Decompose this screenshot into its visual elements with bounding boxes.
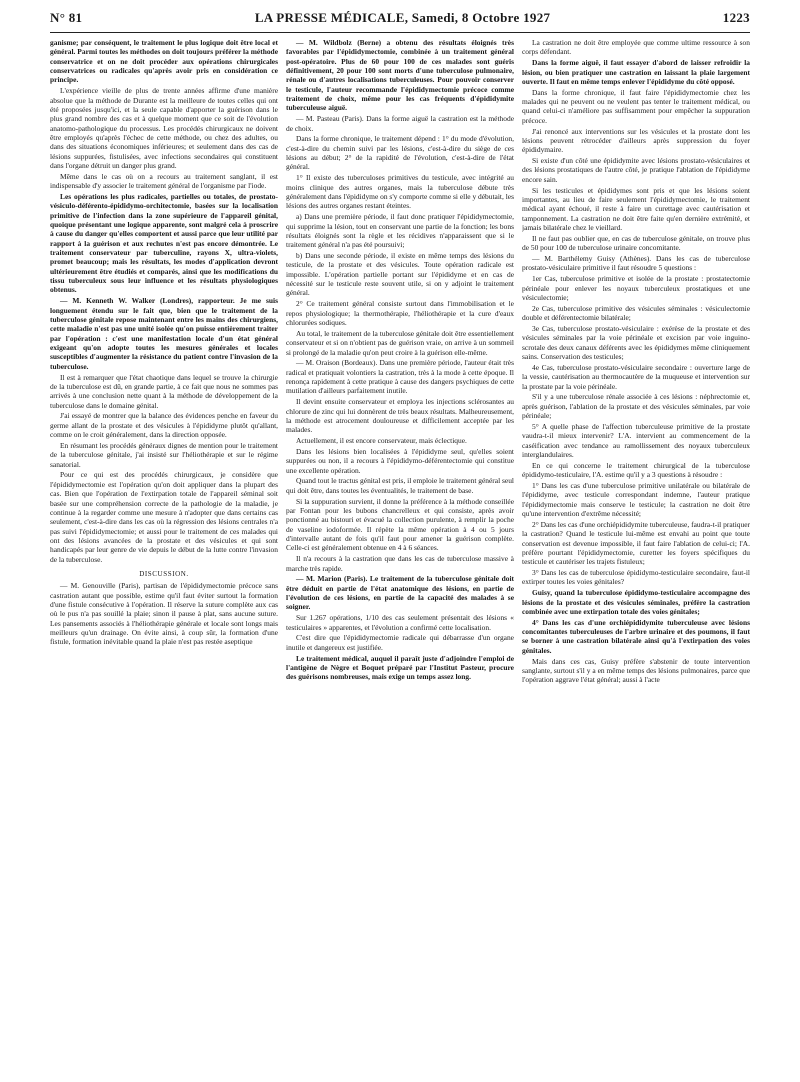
paragraph: Pour ce qui est des procédés chirurgicaux, je considère que l'épididymectomie est l'opération qu'on doit appliquer dans la plupart des cas. Bien que l'opération de l'extirpation totale de l'appareil séminal soit basée sur une compréhension correcte de la pathologie de la maladie, je continue à la regarder comme une mesure à n'adopter que dans certains cas seulement, c'est-à-dire dans les cas où la régression des lésions centrales n'a pas suivi l'épididymectomie; et aussi pour le traitement de ces malades qui ont des lésions avancées de la prostate et des vésicules et qui sont handicapés par leur genre de vie depuis le début de la lutte contre l'invasion de la tuberculose. xyxy=(50,470,278,564)
paragraph: a) Dans une première période, il faut donc pratiquer l'épididymectomie, qui supprime la lésion, tout en conservant une partie de la fonction; les bons résultats éloignés sont la règle et les récidives n'apparaissent que si le traitement général n'a pas été poursuivi; xyxy=(286,212,514,250)
paragraph: Il est à remarquer que l'état chaotique dans lequel se trouve la chirurgie de la tuberculose est dû, en grande partie, à ce fait que nous ne sommes pas arrivés à une conclusion nette quant à la méthode de développement de la tuberculose dans le domaine génital. xyxy=(50,372,278,410)
paragraph: Si la suppuration survient, il donne la préférence à la méthode conseillée par Fontan pour les bubons chancrelleux et qui consiste, après avoir ponctionné au bistouri et évacué la collection purulente, à remplir la poche de vaseline iodoformée. Il répète la même opération à 4 ou 5 jours d'intervalle autant de fois qu'il faut pour amener la guérison complète. Celle-ci est généralement obtenue en 4 à 6 séances. xyxy=(286,496,514,553)
paragraph: Dans la forme chronique, le traitement dépend : 1° du mode d'évolution, c'est-à-dire du chemin suivi par les lésions, c'est-à-dire du siège de ces lésions au début; 2° de la rapidité de l'évolution, c'est-à-dire de l'état général. xyxy=(286,134,514,172)
paragraph: 2° Ce traitement général consiste surtout dans l'immobilisation et le repos physiologique; la thermothérapie, l'héliothérapie et la cure d'eaux chlorurées sodiques. xyxy=(286,299,514,327)
paragraph: En résumant les procédés généraux dignes de mention pour le traitement de la tuberculose génitale, j'ai insisté sur l'héliothérapie et sur le régime sanatorial. xyxy=(50,440,278,469)
paragraph: Au total, le traitement de la tuberculose génitale doit être essentiellement conservateur et si on n'obtient pas de guérison vraie, on arrive à un sommeil si prolongé de la maladie qu'on peut croire à la guérison elle-même. xyxy=(286,328,514,357)
paragraph: 3e Cas, tuberculose prostato-vésiculaire : exérèse de la prostate et des vésicules séminales par la voie périnéale et excision par voie inguino-scrotale des deux canaux déférents avec les épididymes même cliniquement sains. Conservation des testicules; xyxy=(522,323,750,361)
page-header xyxy=(50,10,750,30)
paragraph: — M. Barthélemy Guisy (Athènes). Dans les cas de tuberculose prostato-vésiculaire primitive il faut résoudre 5 questions : xyxy=(522,254,750,273)
paragraph: Si les testicules et épididymes sont pris et que les lésions soient importantes, au lieu de faire seulement l'épididymectomie, le traitement médical ayant échoué, il reste à faire un curettage avec cautérisation et tamponnement. La castration ne doit être faite qu'en dernière extrémité, et jamais bilatérale chez le vieillard. xyxy=(522,185,750,233)
paragraph: 1er Cas, tuberculose primitive et isolée de la prostate : prostatectomie périnéale pour enlever les noyaux tuberculeux prostatiques et une vésiculectomie; xyxy=(522,274,750,302)
paragraph: 2° Dans les cas d'une orchiépididymite tuberculeuse, faudra-t-il pratiquer la castration? Quand le testicule lui-même est envahi au point que toute conservation est devenue impossible, il faut faire l'ablation de celui-ci; l'A. préfère pourtant l'épididymectomie, curetter les foyers spécifiques du testicule et cautériser les trajets fistuleux; xyxy=(522,519,750,567)
paragraph: En ce qui concerne le traitement chirurgical de la tuberculose épididymo-testiculaire, l'A. estime qu'il y a 3 questions à résoudre : xyxy=(522,460,750,480)
paragraph: Quand tout le tractus génital est pris, il emploie le traitement général seul qui doit être, dans toutes les éventualités, le traitement de base. xyxy=(286,476,514,495)
paragraph: — M. Kenneth W. Walker (Londres), rapporteur. Je me suis longuement étendu sur le fait que, bien que le traitement de la tuberculose génitale repose maintenant entre les mains des chirurgiens, cette maladie n'est pas une unité isolée qu'on puisse entièrement traiter par l'opération : c'est une manifestation locale d'un état général exigeant qu'on adopte toutes les mesures générales et locales susceptibles d'augmenter la résistance du patient contre l'invasion de la tuberculose. xyxy=(50,296,278,371)
paragraph: Dans la forme aiguë, il faut essayer d'abord de laisser refroidir la lésion, ou bien pratiquer une castration en laissant la plaie largement ouverte. Il faut en même temps enlever l'épididyme du côté opposé. xyxy=(522,58,750,86)
paragraph: Guisy, quand la tuberculose épididymo-testiculaire accompagne des lésions de la prostate et des vésicules séminales, préfère la castration combinée avec une extirpation totale des voies génitales; xyxy=(522,588,750,616)
header-rule xyxy=(50,32,750,33)
article-columns xyxy=(50,38,750,1072)
paragraph: Mais dans ces cas, Guisy préfère s'abstenir de toute intervention sanglante, surtout s'il y a en même temps des lésions pulmonaires, parce que l'opération aggrave l'état général; aussi à l'acte xyxy=(522,656,750,685)
paragraph: 4e Cas, tuberculose prostato-vésiculaire secondaire : ouverture large de la vessie, cautérisation au thermocautère de la muqueuse et intervention sur la prostate par la voie périnéale. xyxy=(522,362,750,391)
journal-title: LA PRESSE MÉDICALE, Samedi, 8 Octobre 1927 xyxy=(254,10,551,25)
paragraph: Il devint ensuite conservateur et employa les injections sclérosantes au chlorure de zinc qui lui donnèrent de très beaux résultats. Malheureusement, la méthode est atrocement douloureuse et difficilement acceptée par les malades. xyxy=(286,397,514,435)
paragraph: 2e Cas, tuberculose primitive des vésicules séminales : vésiculectomie double et déférentectomie bilatérale; xyxy=(522,303,750,323)
paragraph: — M. Marion (Paris). Le traitement de la tuberculose génitale doit être déduit en partie de l'état anatomique des lésions, en partie de l'évolution de ces lésions, en partie de la capacité des malades à se soigner. xyxy=(286,574,514,612)
issue-number: N° 81 xyxy=(50,10,83,25)
paragraph: Le traitement médical, auquel il paraît juste d'adjoindre l'emploi de l'antigène de Nègre et Boquet préparé par l'Institut Pasteur, procure des guérisons nombreuses, mais exige un temps assez long. xyxy=(286,653,514,682)
paragraph: La castration ne doit être employée que comme ultime ressource à son corps défendant. xyxy=(522,38,750,57)
paragraph: Si existe d'un côté une épididymite avec lésions prostato-vésiculaires et des lésions prostatiques de l'autre côté, je pratique l'ablation de l'épididyme encore sain. xyxy=(522,156,750,184)
paragraph: b) Dans une seconde période, il existe en même temps des lésions du testicule, de la prostate et des vésicules. Toute opération radicale est impossible. L'opération partielle portant sur l'épididyme et en cas de nécessité sur le testicule reste souvent utile, si on y adjoint le traitement général. xyxy=(286,251,514,298)
paragraph: Dans les lésions bien localisées à l'épididyme seul, qu'elles soient suppurées ou non, il a recours à l'épididymo-déférentectomie qui constitue une excellente opération. xyxy=(286,446,514,475)
paragraph: — M. Genouville (Paris), partisan de l'épididymectomie précoce sans castration autant que possible, estime qu'il faut éviter surtout la formation d'une fistule consécutive à l'opération. Il réserve la suture complète aux cas où le pus n'a pas souillé la plaie; sinon il pause à plat, sans aucune suture. Les pansements associés à l'héliothérapie générale et locale sont longs mais meilleurs qu'un drainage. On évite ainsi, à coup sûr, la formation d'une fistule, formation inévitable quand la plaie n'est pas restée aseptique xyxy=(50,581,278,647)
paragraph: J'ai renoncé aux interventions sur les vésicules et la prostate dont les lésions peuvent rétrocéder d'ailleurs après suppression du foyer épididymaire. xyxy=(522,126,750,155)
paragraph: Sur 1.267 opérations, 1/10 des cas seulement présentait des lésions « testiculaires » apparentes, et l'évolution a confirmé cette localisation. xyxy=(286,613,514,632)
section-heading: DISCUSSION. xyxy=(139,569,189,578)
paragraph: L'expérience vieille de plus de trente années affirme d'une manière absolue que la méthode de Durante est la meilleure de toutes celles qui ont été proposées jusqu'ici, et la seule capable d'apporter la guérison dans le plus grand nombre des cas et à quelque moment que ce soit de l'évolution anatomo-pathologique du processus. Les procédés chirurgicaux ne doivent être employés qu'après l'échec de cette méthode, ou chez des adultes, ou dans des situations économiques inférieures; et seulement dans des cas de lésions suppurées, fistulisées, avec infections secondaires qui constituent dans l'organe détruit un danger plus grand. xyxy=(50,86,278,170)
column-right xyxy=(522,38,750,1072)
paragraph: 5° A quelle phase de l'affection tuberculeuse primitive de la prostate vaudra-t-il mieux intervenir? L'A. intervient au commencement de la caséification avec tendance au ramollissement des noyaux tuberculeux interglandulaires. xyxy=(522,421,750,459)
paragraph: 1° Dans les cas d'une tuberculose primitive unilatérale ou bilatérale de l'épididyme, avec testicule correspondant indemne, l'auteur pratique l'épididymectomie mais conserve le testicule; la castration ne doit être qu'une intervention d'extrême nécessité; xyxy=(522,480,750,518)
column-left xyxy=(50,38,278,1072)
paragraph: — M. Pasteau (Paris). Dans la forme aiguë la castration est la méthode de choix. xyxy=(286,114,514,133)
paragraph: J'ai essayé de montrer que la balance des évidences penche en faveur du germe allant de la prostate et des vésicules à l'épididyme plutôt qu'allant, comme on le croit généralement, dans la direction opposée. xyxy=(50,411,278,440)
paragraph: S'il y a une tuberculose rénale associée à ces lésions : néphrectomie et, après guérison, l'ablation de la prostate et des vésicules séminales, par voie périnéale; xyxy=(522,392,750,421)
paragraph: 4° Dans les cas d'une orchiépididymite tuberculeuse avec lésions concomitantes tuberculeuses de l'arbre urinaire et des poumons, il faut se borner à une castration bilatérale ainsi qu'à l'extirpation des voies génitales. xyxy=(522,617,750,655)
paragraph: Actuellement, il est encore conservateur, mais éclectique. xyxy=(296,436,467,446)
paragraph: 3° Dans les cas de tuberculose épididymo-testiculaire secondaire, faut-il extirper toutes les voies génitales? xyxy=(522,568,750,587)
paragraph: Les opérations les plus radicales, partielles ou totales, de prostato-vésiculo-déférento-épididymo-orchitectomie, basées sur la localisation primitive de l'infection dans la zone supérieure de l'appareil génital, quoique présentant une logique apparente, sont malgré cela à proscrire à cause du danger qu'elles comportent et aussi parce que leur utilité par rapport à la guérison et aux rechutes n'est pas encore démontrée. Le traitement conservateur par tuberculine, rayons X, ultra-violets, promet beaucoup; mais les résultats, les modes d'application devront ultérieurement être étudiés et comparés, ainsi que les modifications du tissu tuberculeux sous leur influence et les résultats physiologiques obtenus. xyxy=(50,192,278,295)
paragraph: 1° Il existe des tuberculoses primitives du testicule, avec intégrité au moins clinique des autres organes, mais la tuberculose débute très généralement dans l'épididyme on s'y comporte comme si elle y débutait, les lésions des autres organes restant éteintes. xyxy=(286,173,514,211)
page-number: 1223 xyxy=(722,10,750,25)
paragraph: Dans la forme chronique, il faut faire l'épididymectomie chez les malades qui ne peuvent ou ne veulent pas tenter le traitement médical, ou quand celui-ci n'améliore pas suffisamment pour empêcher la suppuration précoce. xyxy=(522,87,750,125)
paragraph: C'est dire que l'épididymectomie radicale qui débarrasse d'un organe inutile et dangereux est justifiée. xyxy=(286,633,514,652)
paragraph: — M. Wildbolz (Berne) a obtenu des résultats éloignés très favorables par l'épididymectomie, combinée à un traitement général post-opératoire. Plus de 60 pour 100 de ces malades sont guéris définitivement, 20 pour 100 sont morts d'une tuberculose pulmonaire, rénale ou d'autres localisations tuberculeuses. Pour pouvoir conserver le testicule, l'auteur recommande l'épididymectomie précoce comme traitement de choix, même pour les cas fréquents d'épididymite tuberculeuse aiguë. xyxy=(286,38,514,113)
paragraph: Il ne faut pas oublier que, en cas de tuberculose génitale, on trouve plus de 50 pour 100 de tuberculose urinaire concomitante. xyxy=(522,233,750,253)
paragraph: — M. Oraison (Bordeaux). Dans une première période, l'auteur était très radical et pratiquait volontiers la castration, très à la mode à cette époque. Il renonça rapidement à cette pratique à cause des dangers psychiques de cette mutilation d'ailleurs parfaitement inutile. xyxy=(286,358,514,396)
column-middle xyxy=(286,38,514,1072)
paragraph: Même dans le cas où on a recours au traitement sanglant, il est indispensable d'y associer le traitement général de l'organisme par l'iode. xyxy=(50,171,278,191)
paragraph: Il n'a recours à la castration que dans les cas de tuberculose massive à marche très rapide. xyxy=(286,554,514,573)
paragraph: ganisme; par conséquent, le traitement le plus logique doit être local et général. Parmi toutes les méthodes on doit toujours préférer la méthode conservatrice et on ne doit procéder aux opérations chirurgicales conservatrices ou radicales qu'après avoir pris en considération ce principe. xyxy=(50,38,278,85)
